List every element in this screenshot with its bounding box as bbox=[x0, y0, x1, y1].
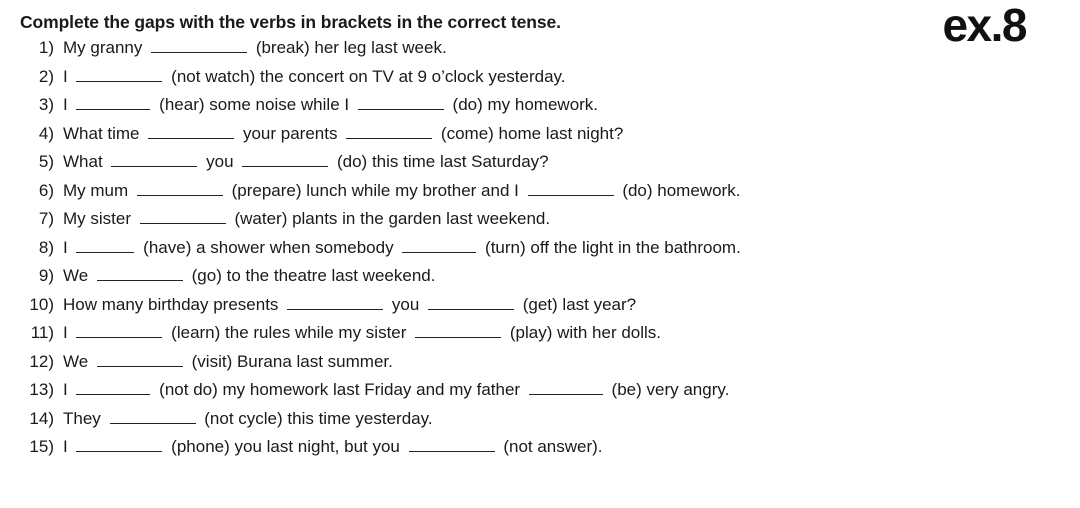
answer-blank[interactable] bbox=[76, 239, 134, 252]
item-number: 4) bbox=[38, 123, 54, 143]
answer-blank[interactable] bbox=[428, 296, 514, 309]
answer-blank[interactable] bbox=[97, 353, 183, 366]
exercise-item bbox=[16, 438, 1064, 467]
item-number: 7) bbox=[38, 209, 54, 228]
item-number: 5) bbox=[38, 152, 54, 171]
answer-blank[interactable] bbox=[242, 154, 328, 167]
item-sentence: I (learn) the rules while my sister (play) with her dolls. bbox=[63, 323, 662, 342]
item-number: 8) bbox=[38, 237, 54, 257]
exercise-item bbox=[16, 68, 1064, 97]
answer-blank[interactable] bbox=[409, 439, 495, 452]
exercise-item bbox=[16, 353, 1064, 382]
exercise-item bbox=[16, 210, 1064, 239]
item-number: 15) bbox=[29, 437, 54, 456]
exercise-item bbox=[16, 125, 1064, 154]
page-title: Complete the gaps with the verbs in brackets in the correct tense. bbox=[20, 12, 561, 32]
item-sentence: What you (do) this time last Saturday? bbox=[63, 152, 549, 171]
exercise-number-badge: ex.8 bbox=[942, 0, 1026, 51]
item-number: 13) bbox=[29, 380, 54, 399]
answer-blank[interactable] bbox=[358, 97, 444, 110]
answer-blank[interactable] bbox=[529, 382, 603, 395]
answer-blank[interactable] bbox=[415, 325, 501, 338]
answer-blank[interactable] bbox=[151, 40, 247, 53]
item-number: 14) bbox=[29, 408, 54, 428]
answer-blank[interactable] bbox=[402, 239, 476, 252]
answer-blank[interactable] bbox=[287, 296, 383, 309]
answer-blank[interactable] bbox=[528, 182, 614, 195]
answer-blank[interactable] bbox=[97, 268, 183, 281]
exercise-item bbox=[16, 324, 1064, 353]
answer-blank[interactable] bbox=[76, 325, 162, 338]
answer-blank[interactable] bbox=[76, 382, 150, 395]
item-number: 9) bbox=[38, 266, 54, 285]
answer-blank[interactable] bbox=[140, 211, 226, 224]
item-sentence: I (hear) some noise while I (do) my homework. bbox=[63, 95, 599, 114]
exercise-item bbox=[16, 153, 1064, 182]
answer-blank[interactable] bbox=[148, 125, 234, 138]
item-sentence: I (not watch) the concert on TV at 9 o’clock yesterday. bbox=[63, 66, 566, 86]
exercise-item bbox=[16, 381, 1064, 410]
answer-blank[interactable] bbox=[137, 182, 223, 195]
item-sentence: I (not do) my homework last Friday and my father (be) very angry. bbox=[63, 380, 730, 399]
item-sentence: My sister (water) plants in the garden last weekend. bbox=[63, 209, 551, 228]
item-number: 10) bbox=[29, 294, 54, 314]
item-sentence: We (go) to the theatre last weekend. bbox=[63, 266, 436, 285]
exercise-item bbox=[16, 410, 1064, 439]
exercise-item bbox=[16, 239, 1064, 268]
item-number: 1) bbox=[38, 38, 54, 57]
exercise-item bbox=[16, 96, 1064, 125]
answer-blank[interactable] bbox=[76, 97, 150, 110]
answer-blank[interactable] bbox=[111, 154, 197, 167]
item-number: 3) bbox=[38, 95, 54, 114]
item-sentence: I (have) a shower when somebody (turn) off the light in the bathroom. bbox=[63, 237, 741, 257]
item-number: 2) bbox=[38, 66, 54, 86]
exercise-item-list bbox=[16, 39, 1064, 467]
exercise-item bbox=[16, 182, 1064, 211]
answer-blank[interactable] bbox=[346, 125, 432, 138]
item-number: 12) bbox=[29, 351, 54, 371]
item-sentence: My granny (break) her leg last week. bbox=[63, 38, 447, 57]
item-number: 11) bbox=[30, 323, 54, 342]
item-sentence: I (phone) you last night, but you (not answer). bbox=[63, 437, 603, 456]
answer-blank[interactable] bbox=[76, 68, 162, 81]
answer-blank[interactable] bbox=[110, 410, 196, 423]
item-sentence: How many birthday presents you (get) last year? bbox=[63, 294, 637, 314]
item-number: 6) bbox=[38, 180, 54, 200]
exercise-item bbox=[16, 296, 1064, 325]
exercise-item bbox=[16, 267, 1064, 296]
answer-blank[interactable] bbox=[76, 439, 162, 452]
exercise-item bbox=[16, 39, 1064, 68]
item-sentence: We (visit) Burana last summer. bbox=[63, 351, 393, 371]
item-sentence: My mum (prepare) lunch while my brother and I (do) homework. bbox=[63, 180, 741, 200]
item-sentence: They (not cycle) this time yesterday. bbox=[63, 408, 433, 428]
item-sentence: What time your parents (come) home last night? bbox=[63, 123, 624, 143]
